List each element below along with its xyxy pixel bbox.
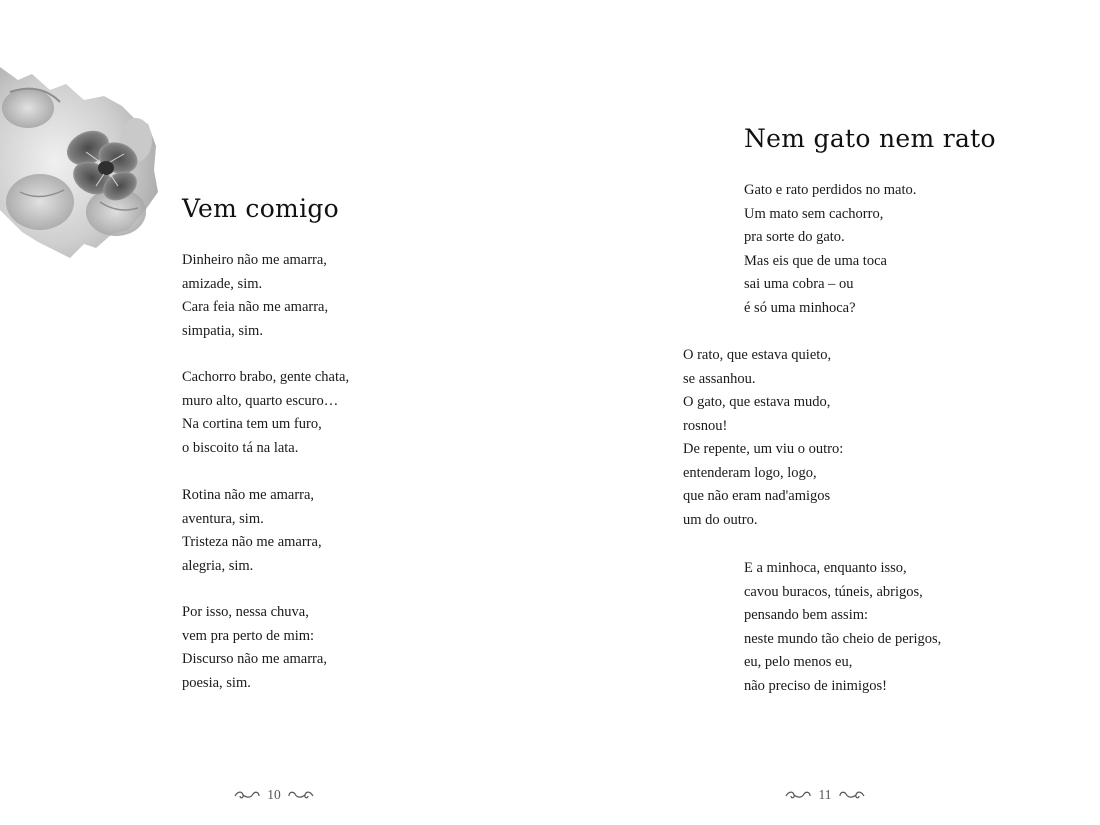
verse-line: Por isso, nessa chuva,: [182, 604, 309, 620]
verse-line: vem pra perto de mim:: [182, 627, 315, 644]
nasturtium-flower-illustration: [0, 62, 165, 267]
verse-line: entenderam logo, logo,: [683, 464, 817, 481]
page-number: 10: [267, 786, 281, 802]
verse-line: Tristeza não me amarra,: [182, 534, 322, 550]
verse-line: que não eram nad'amigos: [683, 488, 831, 504]
verse-line: poesia, sim.: [182, 674, 251, 691]
verse-line: simpatia, sim.: [182, 322, 263, 339]
verse-line: Rotina não me amarra,: [182, 487, 315, 503]
verse-line: Gato e rato perdidos no mato.: [744, 182, 917, 198]
verse-line: rosnou!: [683, 417, 728, 434]
verse-line: O gato, que estava mudo,: [683, 394, 831, 410]
verse-line: eu, pelo menos eu,: [744, 654, 853, 670]
verse-line: neste mundo tão cheio de perigos,: [744, 630, 942, 647]
verse-line: O rato, que estava quieto,: [683, 347, 832, 363]
verse-line: De repente, um viu o outro:: [683, 441, 844, 457]
verse-line: é só uma minhoca?: [744, 299, 856, 316]
verse-line: Discurso não me amarra,: [182, 651, 327, 667]
verse-line: Cachorro brabo, gente chata,: [182, 369, 350, 385]
verse-line: pensando bem assim:: [744, 607, 869, 623]
page-number-folio: [174, 786, 374, 803]
poem-title: Vem comigo: [182, 194, 340, 223]
verse-line: alegria, sim.: [182, 557, 254, 574]
verse-line: se assanhou.: [683, 370, 756, 387]
verse-line: Cara feia não me amarra,: [182, 299, 329, 315]
verse-line: não preciso de inimigos!: [744, 677, 887, 694]
swirl-ornament-icon: [234, 790, 260, 800]
swirl-ornament-icon: [839, 790, 865, 800]
stanza: [182, 249, 328, 343]
right-page: [550, 0, 1100, 825]
verse-line: Na cortina tem um furo,: [182, 416, 322, 432]
stanza: [182, 484, 322, 578]
stanza: [744, 179, 916, 320]
verse-line: aventura, sim.: [182, 510, 264, 527]
verse-line: Dinheiro não me amarra,: [182, 252, 327, 268]
verse-line: um do outro.: [683, 511, 758, 528]
stanza: [182, 601, 327, 695]
stanza: [744, 557, 941, 698]
page-number: 11: [818, 786, 832, 802]
verse-line: E a minhoca, enquanto isso,: [744, 560, 907, 576]
verse-line: cavou buracos, túneis, abrigos,: [744, 583, 923, 600]
swirl-ornament-icon: [785, 790, 811, 800]
swirl-ornament-icon: [288, 790, 314, 800]
verse-line: amizade, sim.: [182, 275, 263, 292]
verse-line: sai uma cobra – ou: [744, 276, 854, 292]
page-number-folio: [725, 786, 925, 803]
verse-line: Mas eis que de uma toca: [744, 252, 887, 269]
poem-title: Nem gato nem rato: [744, 124, 996, 153]
stanza: [683, 344, 843, 532]
verse-line: pra sorte do gato.: [744, 229, 845, 245]
verse-line: muro alto, quarto escuro…: [182, 392, 339, 409]
stanza: [182, 366, 349, 460]
verse-line: Um mato sem cachorro,: [744, 205, 884, 222]
verse-line: o biscoito tá na lata.: [182, 439, 299, 456]
